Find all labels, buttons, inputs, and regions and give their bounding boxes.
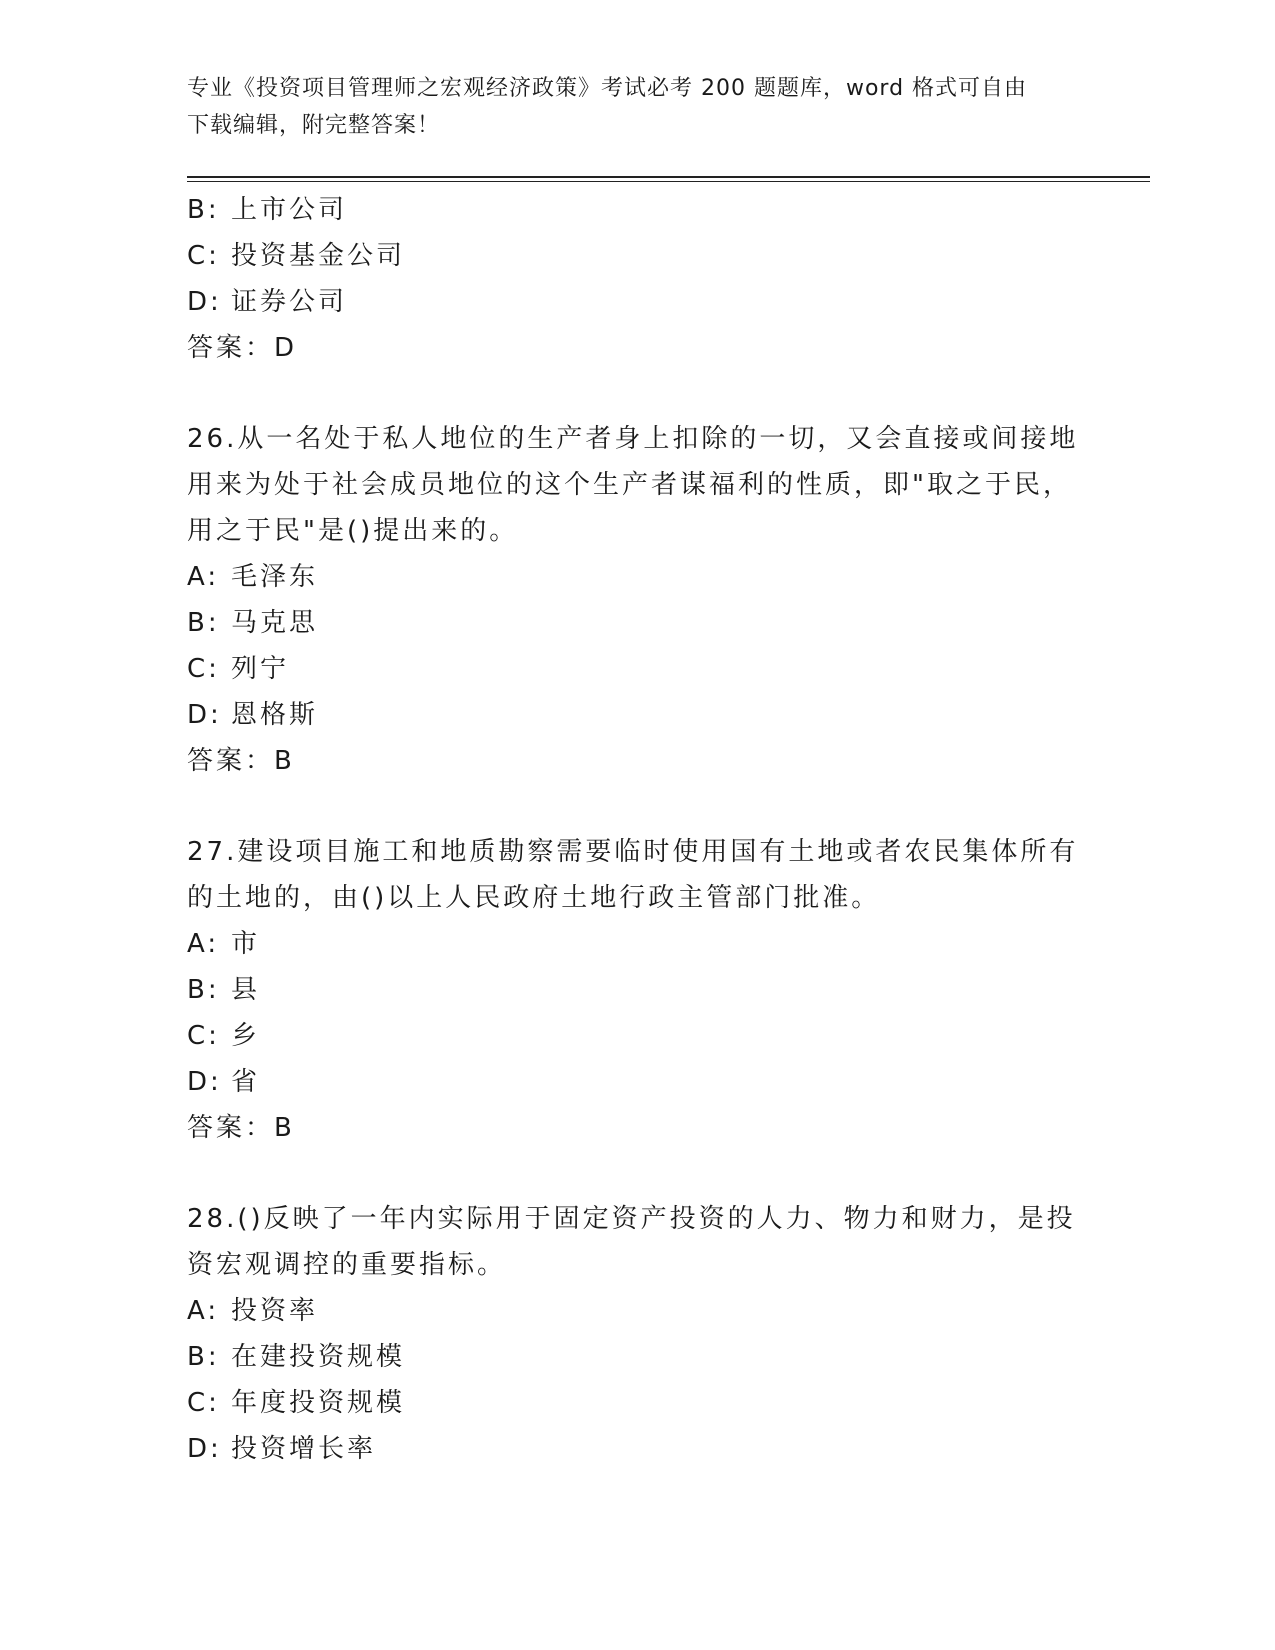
option-letter: A: <box>187 562 220 592</box>
spacer <box>187 1151 1087 1196</box>
option-letter: C: <box>187 654 220 684</box>
option-text: 乡 <box>231 1021 261 1051</box>
answer: 答案：D <box>187 333 298 363</box>
option-c <box>187 646 1087 692</box>
answer: 答案：B <box>187 1113 295 1143</box>
question-27 <box>187 829 1087 1151</box>
option-d <box>187 1059 1087 1105</box>
option-letter: B: <box>187 608 220 638</box>
question-28 <box>187 1196 1087 1472</box>
option-letter: B: <box>187 975 220 1005</box>
option-text: 投资率 <box>231 1296 319 1326</box>
option-c <box>187 233 1087 279</box>
option-c <box>187 1380 1087 1426</box>
question-line: 用之于民"是()提出来的。 <box>187 516 519 546</box>
option-a <box>187 554 1087 600</box>
question-text <box>187 1196 1087 1288</box>
option-letter: D: <box>187 287 222 317</box>
option-letter: A: <box>187 929 220 959</box>
document-header <box>187 70 1077 144</box>
option-text: 马克思 <box>231 608 319 638</box>
question-25 <box>187 187 1087 371</box>
option-text: 证券公司 <box>231 287 348 317</box>
option-text: 毛泽东 <box>231 562 319 592</box>
option-letter: D: <box>187 1434 222 1464</box>
option-a <box>187 921 1087 967</box>
option-letter: A: <box>187 1296 220 1326</box>
option-b <box>187 967 1087 1013</box>
question-26 <box>187 416 1087 784</box>
header-rule-thick <box>187 176 1150 178</box>
option-text: 县 <box>231 975 261 1005</box>
option-a <box>187 1288 1087 1334</box>
option-letter: C: <box>187 1388 220 1418</box>
question-line: 的土地的，由()以上人民政府土地行政主管部门批准。 <box>187 883 881 913</box>
option-b <box>187 1334 1087 1380</box>
question-line: 28.()反映了一年内实际用于固定资产投资的人力、物力和财力，是投 <box>187 1204 1076 1234</box>
spacer <box>187 784 1087 829</box>
header-rule-thin <box>187 181 1150 182</box>
option-text: 市 <box>231 929 261 959</box>
question-line: 资宏观调控的重要指标。 <box>187 1250 507 1280</box>
option-letter: B: <box>187 195 220 225</box>
question-line: 27.建设项目施工和地质勘察需要临时使用国有土地或者农民集体所有 <box>187 837 1079 867</box>
option-letter: C: <box>187 241 220 271</box>
option-text: 在建投资规模 <box>231 1342 406 1372</box>
spacer <box>187 371 1087 416</box>
option-letter: D: <box>187 1067 222 1097</box>
option-d <box>187 692 1087 738</box>
answer: 答案：B <box>187 746 295 776</box>
option-text: 投资基金公司 <box>231 241 406 271</box>
option-text: 上市公司 <box>231 195 348 225</box>
option-b <box>187 187 1087 233</box>
option-letter: D: <box>187 700 222 730</box>
question-text <box>187 829 1087 921</box>
option-b <box>187 600 1087 646</box>
option-d <box>187 1426 1087 1472</box>
question-text <box>187 416 1087 554</box>
header-line-2: 下载编辑，附完整答案！ <box>187 113 441 138</box>
option-letter: C: <box>187 1021 220 1051</box>
header-line-1: 专业《投资项目管理师之宏观经济政策》考试必考 200 题题库，word 格式可自由 <box>187 76 1028 101</box>
question-content <box>187 187 1087 1472</box>
option-letter: B: <box>187 1342 220 1372</box>
question-line: 26.从一名处于私人地位的生产者身上扣除的一切，又会直接或间接地 <box>187 424 1079 454</box>
option-d <box>187 279 1087 325</box>
option-text: 列宁 <box>231 654 290 684</box>
option-text: 恩格斯 <box>231 700 319 730</box>
option-text: 省 <box>231 1067 261 1097</box>
question-line: 用来为处于社会成员地位的这个生产者谋福利的性质，即"取之于民， <box>187 470 1072 500</box>
option-text: 年度投资规模 <box>231 1388 406 1418</box>
option-text: 投资增长率 <box>231 1434 377 1464</box>
option-c <box>187 1013 1087 1059</box>
